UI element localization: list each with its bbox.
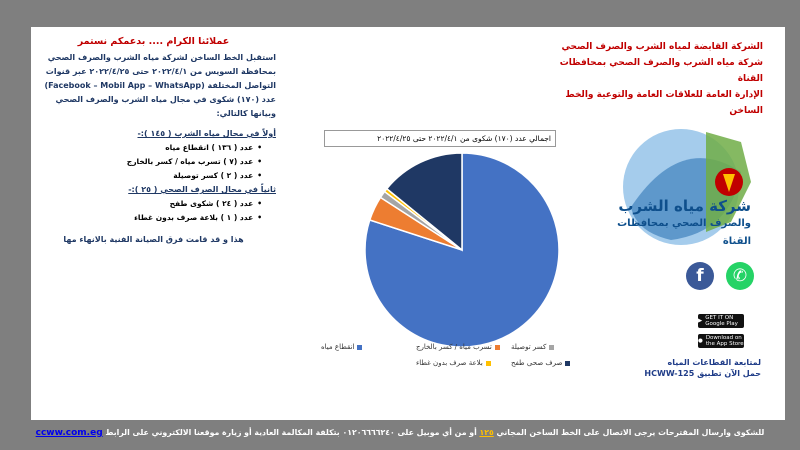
footer-website-link[interactable]: ccww.com.eg xyxy=(35,428,103,438)
section-water: أولاً في مجال مياه الشرب ( ١٤٥ ):- xyxy=(137,129,276,138)
legend-label: كسر توصيلة xyxy=(511,343,547,351)
app-note xyxy=(644,357,761,379)
footer-hotline: ١٢٥ xyxy=(479,428,494,437)
logo-line-2: والصرف الصحي بمحافظات القناة xyxy=(617,218,751,247)
logo-line-1: شركة مياه الشرب xyxy=(618,197,751,215)
legend-item xyxy=(511,359,570,367)
summary-closing: هذا و قد قامت فرق الصيانة الفنية بالانهاء مها xyxy=(63,235,244,244)
play-icon: ▶ xyxy=(698,318,703,324)
legend-label: تسرب مياه / كسر بالخارج xyxy=(416,343,492,351)
header-line-3: الإدارة العامة للعلاقات العامة والتوعية والخط الساخن xyxy=(565,90,763,116)
list-item: • عدد ( ١ ) بلاعة صرف بدون غطاء xyxy=(31,211,262,225)
google-play-badge[interactable]: ▶ GET IT ON Google Play xyxy=(698,314,744,328)
chart-title: اجمالي عدد (١٧٠) شكوى من ٢٠٢٢/٤/١ حتى ٢٠٢٢/٤/٢٥ xyxy=(324,130,556,147)
list-item: • عدد ( ١٣٦ ) انقطاع مياه xyxy=(31,141,262,155)
header-line-2: شركة مياه الشرب والصرف الصحي بمحافظات القناة xyxy=(559,58,763,84)
legend-label: انقطاع مياه xyxy=(321,343,355,351)
legend-swatch xyxy=(495,345,500,350)
legend-swatch xyxy=(357,345,362,350)
apple-icon: ● xyxy=(698,338,703,344)
app-note-line-1: لمتابعة القطاعات المياه xyxy=(667,358,761,367)
legend-label: بلاعة صرف بدون غطاء xyxy=(416,359,483,367)
legend-item xyxy=(416,343,500,351)
list-item: • عدد ( ٢ ) كسر توصيلة xyxy=(31,169,262,183)
legend-label: صرف صحى طفح xyxy=(511,359,563,367)
footer-text-1: للشكوى وارسال المقترحات يرجى الاتصال على الخط الساخن المجاني xyxy=(496,428,765,437)
legend-item xyxy=(416,359,491,367)
footer xyxy=(0,428,800,438)
legend-swatch xyxy=(565,361,570,366)
logo-text xyxy=(616,197,751,251)
summary-intro: استقبل الخط الساخن لشركة مياه الشرب والصرف الصحي بمحافظة السويس من ٢٠٢٢/٤/١ حتى ٢٠٢٢/٤/٢٥ عبر قنوات التواصل المختلفة (Facebook – Mobil App – WhatsApp) عدد (١٧٠) شكوى في مجال مياه الشرب والصرف الصحي وبيانها كالتالي: xyxy=(44,53,276,118)
footer-text-2: أو من أي موبيل على ٠١٢٠٦٦٦٦٢٤٠ بتكلفة المكالمة العادية أو زيارة موقعنا الالكتروني على الرابط xyxy=(105,428,477,437)
legend-item xyxy=(321,343,362,351)
app-note-line-2: حمل الآن تطبيق HCWW-125 xyxy=(644,369,761,378)
section-sewage: ثانياً في مجال الصرف الصحي ( ٢٥ ):- xyxy=(128,185,276,194)
legend-item xyxy=(511,343,554,351)
list-item: • عدد (٧ ) تسرب مياه / كسر بالخارج xyxy=(31,155,262,169)
whatsapp-icon[interactable]: ✆ xyxy=(726,262,754,290)
header-line-1: الشركة القابضة لمياه الشرب والصرف الصحي xyxy=(561,42,763,52)
summary-title: عملائنا الكرام .... بدعمكم نستمر xyxy=(77,36,230,47)
content-panel xyxy=(31,27,785,420)
legend-swatch xyxy=(486,361,491,366)
legend-swatch xyxy=(549,345,554,350)
facebook-icon[interactable]: f xyxy=(686,262,714,290)
list-item: • عدد ( ٢٤ ) شكوى طفح xyxy=(31,197,262,211)
app-store-badge[interactable]: ● Download on the App Store xyxy=(698,335,744,347)
